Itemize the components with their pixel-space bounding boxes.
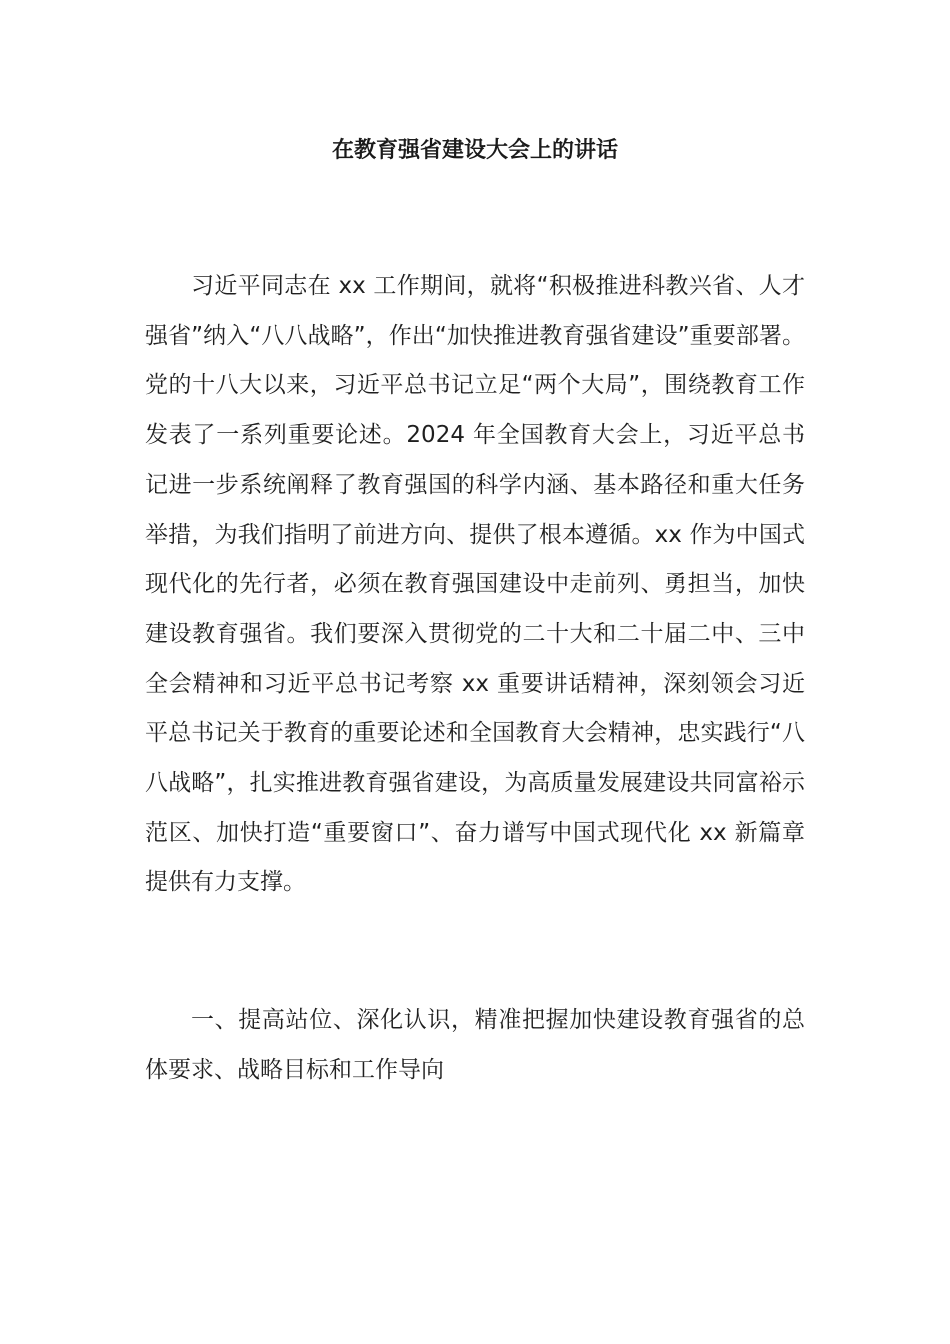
section-heading-1: 一、提高站位、深化认识，精准把握加快建设教育强省的总体要求、战略目标和工作导向 — [145, 1007, 805, 1083]
document-title: 在教育强省建设大会上的讲话 — [331, 138, 618, 163]
intro-paragraph: 习近平同志在 xx 工作期间，就将“积极推进科教兴省、人才强省”纳入“八八战略”，作出“加快推进教育强省建设”重要部署。党的十八大以来，习近平总书记立足“两个大局”，围绕教育工作发表了一系列重要论述。2024 年全国教育大会上，习近平总书记进一步系统阐释了教育强国的科学内涵、基本路径和重大任务举措，为我们指明了前进方向、提供了根本遵循。xx 作为中国式现代化的先行者，必须在教育强国建设中走前列、勇担当，加快建设教育强省。我们要深入贯彻党的二十大和二十届二中、三中全会精神和习近平总书记考察 xx 重要讲话精神，深刻领会习近平总书记关于教育的重要论述和全国教育大会精神，忠实践行“八八战略”，扎实推进教育强省建设，为高质量发展建设共同富裕示范区、加快打造“重要窗口”、奋力谱写中国式现代化 xx 新篇章提供有力支撑。 — [145, 273, 805, 896]
